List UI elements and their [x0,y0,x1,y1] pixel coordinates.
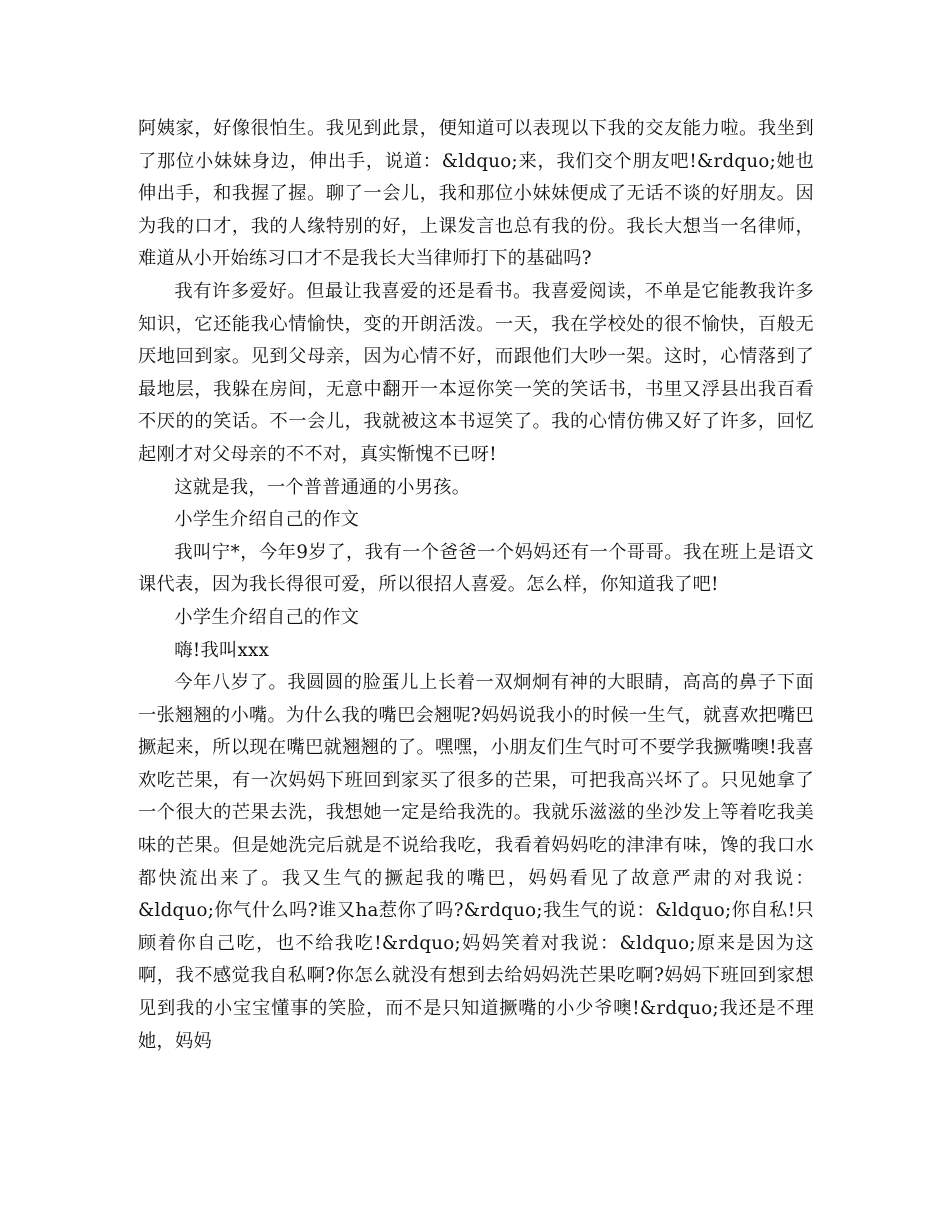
paragraph-1: 阿姨家，好像很怕生。我见到此景，便知道可以表现以下我的交友能力啦。我坐到了那位小妹妹身边，伸出手，说道：&ldquo;来，我们交个朋友吧!&rdquo;她也伸出手，和我握了握。聊了一会儿，我和那位小妹妹便成了无话不谈的好朋友。因为我的口才，我的人缘特别的好，上课发言也总有我的份。我长大想当一名律师，难道从小开始练习口才不是我长大当律师打下的基础吗? [138,118,814,270]
section-heading-2: 小学生介绍自己的作文 [174,606,360,628]
paragraph-3: 这就是我，一个普普通通的小男孩。 [174,476,471,498]
paragraph-4: 我叫宁*，今年9岁了，我有一个爸爸一个妈妈还有一个哥哥。我在班上是语文课代表，因为我长得很可爱，所以很招人喜爱。怎么样，你知道我了吧! [138,541,814,596]
document-body [138,113,814,1058]
paragraph-5: 嗨!我叫xxx [174,639,270,661]
paragraph-6: 今年八岁了。我圆圆的脸蛋儿上长着一双炯炯有神的大眼睛，高高的鼻子下面一张翘翘的小嘴。为什么我的嘴巴会翘呢?妈妈说我小的时候一生气，就喜欢把嘴巴撅起来，所以现在嘴巴就翘翘的了。嘿嘿，小朋友们生气时可不要学我撅嘴噢!我喜欢吃芒果，有一次妈妈下班回到家买了很多的芒果，可把我高兴坏了。只见她拿了一个很大的芒果去洗，我想她一定是给我洗的。我就乐滋滋的坐沙发上等着吃我美味的芒果。但是她洗完后就是不说给我吃，我看着妈妈吃的津津有味，馋的我口水都快流出来了。我又生气的撅起我的嘴巴，妈妈看见了故意严肃的对我说：&ldquo;你气什么吗?谁又ha惹你了吗?&rdquo;我生气的说：&ldquo;你自私!只顾着你自己吃，也不给我吃!&rdquo;妈妈笑着对我说：&ldquo;原来是因为这啊，我不感觉我自私啊?你怎么就没有想到去给妈妈洗芒果吃啊?妈妈下班回到家想见到我的小宝宝懂事的笑脸，而不是只知道撅嘴的小少爷噢!&rdquo;我还是不理她，妈妈 [138,672,814,1052]
section-heading-1: 小学生介绍自己的作文 [174,509,360,531]
paragraph-2: 我有许多爱好。但最让我喜爱的还是看书。我喜爱阅读，不单是它能教我许多知识，它还能我心情愉快，变的开朗活泼。一天，我在学校处的很不愉快，百般无厌地回到家。见到父母亲，因为心情不好，而跟他们大吵一架。这时，心情落到了最地层，我躲在房间，无意中翻开一本逗你笑一笑的笑话书，书里又浮县出我百看不厌的的笑话。不一会儿，我就被这本书逗笑了。我的心情仿佛又好了许多，回忆起刚才对父母亲的不不对，真实惭愧不已呀! [138,280,814,465]
